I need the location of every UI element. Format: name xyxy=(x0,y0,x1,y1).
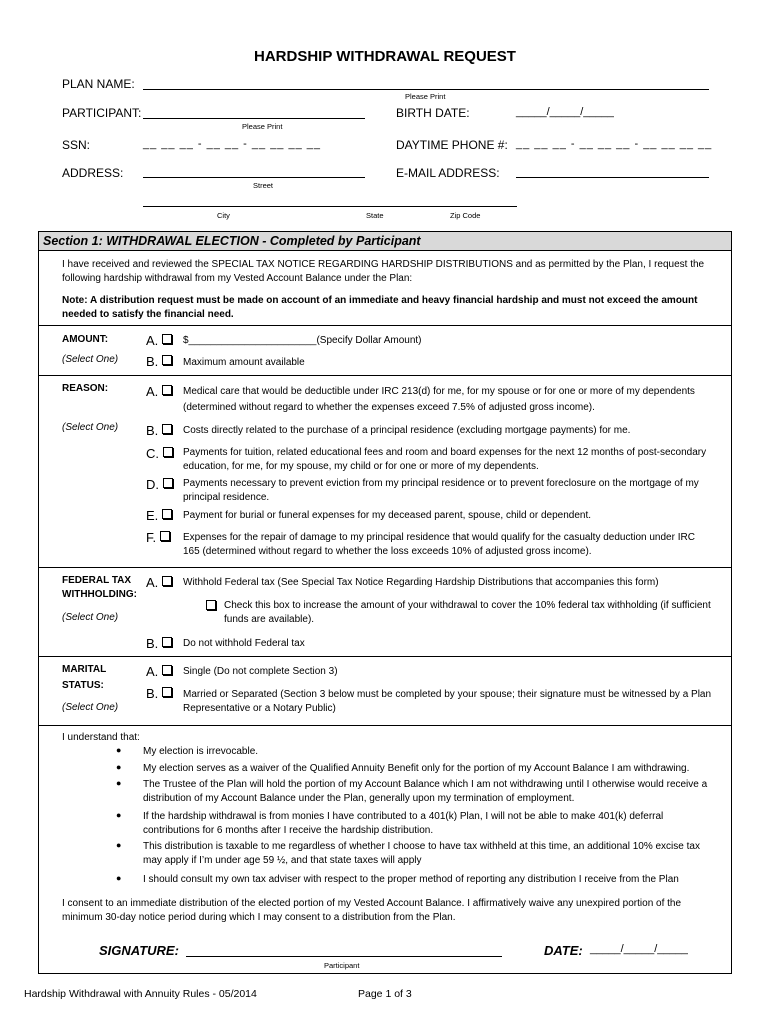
phone-field[interactable]: __ __ __ - __ __ __ - __ __ __ __ xyxy=(516,138,713,150)
ssn-label: SSN: xyxy=(62,138,91,152)
marital-a-letter: A. xyxy=(146,664,159,679)
page-number: Page 1 of 3 xyxy=(358,988,412,1000)
list-item: This distribution is taxable to me regardless of whether I choose to have tax withheld at this time, an additional 10% excise tax may apply if I’m under age 59 ½, and that state taxes will apply xyxy=(143,841,700,866)
checkbox[interactable] xyxy=(160,531,170,541)
bullet-icon: ● xyxy=(116,778,122,788)
checkbox[interactable] xyxy=(162,509,172,519)
amount-b-letter: B. xyxy=(146,354,159,369)
checkbox[interactable] xyxy=(162,665,172,675)
amount-option-a[interactable] xyxy=(146,333,172,348)
bullet-icon: ● xyxy=(116,840,122,850)
federal-tax-select-hint: (Select One) xyxy=(62,612,119,623)
divider xyxy=(38,325,731,326)
amount-option-b[interactable] xyxy=(146,354,172,369)
address-label: ADDRESS: xyxy=(62,166,124,180)
plan-name-caption: Please Print xyxy=(405,92,446,101)
amount-a-text: $_______________________(Specify Dollar Amount) xyxy=(183,335,422,346)
street-caption: Street xyxy=(253,181,274,190)
marital-b-text: Married or Separated (Section 3 below must be completed by your spouse; their signature must be witnessed by a Plan Representative or a Notary Public) xyxy=(183,689,712,714)
checkbox[interactable] xyxy=(162,424,172,434)
checkbox[interactable] xyxy=(162,576,172,586)
divider xyxy=(38,375,731,376)
understand-label: I understand that: xyxy=(62,732,140,743)
amount-label: AMOUNT: xyxy=(62,334,109,345)
marital-option-a[interactable] xyxy=(146,664,172,679)
email-label: E-MAIL ADDRESS: xyxy=(396,166,500,180)
divider xyxy=(38,656,731,657)
increase-withdrawal-text: Check this box to increase the amount of your withdrawal to cover the 10% federal tax withholding (if sufficient funds are available). xyxy=(224,600,711,625)
divider xyxy=(38,567,731,568)
reason-b-letter: B. xyxy=(146,423,159,438)
participant-field[interactable] xyxy=(143,118,365,119)
reason-f-letter: F. xyxy=(146,530,157,545)
ssn-field[interactable]: __ __ __ - __ __ - __ __ __ __ xyxy=(143,138,322,150)
federal-tax-b-letter: B. xyxy=(146,636,159,651)
street-field[interactable] xyxy=(143,177,365,178)
city-caption: City xyxy=(217,211,230,220)
federal-tax-a-text: Withhold Federal tax (See Special Tax Notice Regarding Hardship Distributions that accompanies this form) xyxy=(183,577,659,588)
form-title: HARDSHIP WITHDRAWAL REQUEST xyxy=(254,48,516,65)
federal-tax-label-1: FEDERAL TAX xyxy=(62,575,132,586)
footer-form-id: Hardship Withdrawal with Annuity Rules - 05/2014 xyxy=(24,988,257,1000)
city-state-zip-field[interactable] xyxy=(143,206,517,207)
federal-tax-b-text: Do not withhold Federal tax xyxy=(183,638,305,649)
reason-d-letter: D. xyxy=(146,477,159,492)
marital-b-letter: B. xyxy=(146,686,159,701)
checkbox[interactable] xyxy=(163,478,173,488)
participant-label: PARTICIPANT: xyxy=(62,106,142,120)
reason-d-text: Payments necessary to prevent eviction from my principal residence or to prevent foreclosure on the mortgage of my principal residence. xyxy=(183,478,699,503)
list-item: The Trustee of the Plan will hold the portion of my Account Balance which I am not withdrawing until I otherwise would receive a distribution of my Account Balance under the Plan, generally upon my termination of employment. xyxy=(143,779,708,804)
birth-date-field[interactable]: _____/_____/_____ xyxy=(516,106,614,118)
signature-field[interactable] xyxy=(186,956,502,957)
reason-option-a[interactable] xyxy=(146,384,172,399)
consent-text: I consent to an immediate distribution of the elected portion of my Vested Account Balance. I affirmatively waive any unexpired portion of the minimum 30-day notice period during which I may consent to a distribution from the Plan. xyxy=(62,898,682,923)
signature-caption: Participant xyxy=(324,961,360,970)
amount-b-text: Maximum amount available xyxy=(183,357,305,368)
marital-label-2: STATUS: xyxy=(62,680,104,691)
reason-e-text: Payment for burial or funeral expenses for my deceased parent, spouse, child or dependent. xyxy=(183,510,592,521)
federal-tax-label-2: WITHHOLDING: xyxy=(62,589,137,600)
marital-label-1: MARITAL xyxy=(62,664,107,675)
checkbox[interactable] xyxy=(162,385,172,395)
state-caption: State xyxy=(366,211,384,220)
reason-option-f[interactable] xyxy=(146,530,170,545)
increase-withdrawal-option[interactable] xyxy=(202,598,216,616)
checkbox[interactable] xyxy=(162,355,172,365)
reason-select-hint: (Select One) xyxy=(62,422,119,433)
signature-label: SIGNATURE: xyxy=(99,943,179,958)
bullet-icon: ● xyxy=(116,810,122,820)
participant-caption: Please Print xyxy=(242,122,283,131)
zip-caption: Zip Code xyxy=(450,211,481,220)
amount-a-letter: A. xyxy=(146,333,159,348)
reason-c-text: Payments for tuition, related educational fees and room and board expenses for the next 12 months of post-secondary education, for me, for my spouse, my child or for one or more of my dependents. xyxy=(183,447,707,472)
list-item: If the hardship withdrawal is from monies I have contributed to a 401(k) Plan, I will not be able to make 401(k) deferral contributions for 6 months after I receive the hardship distribution. xyxy=(143,811,664,836)
email-field[interactable] xyxy=(516,177,709,178)
date-label: DATE: xyxy=(544,943,583,958)
checkbox[interactable] xyxy=(162,334,172,344)
reason-f-text: Expenses for the repair of damage to my principal residence that would qualify for the casualty deduction under IRC 165 (determined without regard to whether the loss exceeds 10% of adjusted gross income). xyxy=(183,532,695,557)
plan-name-label: PLAN NAME: xyxy=(62,77,135,91)
reason-a-text: Medical care that would be deductible under IRC 213(d) for me, for my spouse or for one or more of my dependents (determined without regard to whether the expenses exceed 7.5% of adjusted gross income). xyxy=(183,386,695,413)
phone-label: DAYTIME PHONE #: xyxy=(396,138,508,152)
reason-e-letter: E. xyxy=(146,508,159,523)
marital-a-text: Single (Do not complete Section 3) xyxy=(183,666,338,677)
federal-tax-a-letter: A. xyxy=(146,575,159,590)
section1-heading-text: Section 1: WITHDRAWAL ELECTION - Completed by Participant xyxy=(43,234,421,248)
checkbox[interactable] xyxy=(206,600,216,610)
marital-select-hint: (Select One) xyxy=(62,702,119,713)
list-item: I should consult my own tax adviser with respect to the proper method of reporting any distribution I receive from the Plan xyxy=(143,874,679,885)
date-field[interactable]: _____/_____/_____ xyxy=(590,943,688,955)
amount-select-hint: (Select One) xyxy=(62,354,119,365)
federal-tax-option-a[interactable] xyxy=(146,575,172,590)
checkbox[interactable] xyxy=(162,687,172,697)
intro-text: I have received and reviewed the SPECIAL TAX NOTICE REGARDING HARDSHIP DISTRIBUTIONS and as permitted by the Plan, I request the following hardship withdrawal from my Vested Account Balance under the Plan: xyxy=(62,259,705,284)
reason-label: REASON: xyxy=(62,383,109,394)
plan-name-field[interactable] xyxy=(143,89,709,90)
reason-option-e[interactable] xyxy=(146,508,172,523)
list-item: My election serves as a waiver of the Qualified Annuity Benefit only for the portion of my Account Balance I am withdrawing. xyxy=(143,763,690,774)
marital-option-b[interactable] xyxy=(146,686,172,701)
section1-heading xyxy=(38,231,732,251)
reason-option-d[interactable] xyxy=(146,477,173,492)
reason-a-letter: A. xyxy=(146,384,159,399)
divider xyxy=(38,725,731,726)
reason-option-c[interactable] xyxy=(146,446,173,461)
birth-date-label: BIRTH DATE: xyxy=(396,106,470,120)
checkbox[interactable] xyxy=(162,637,172,647)
reason-option-b[interactable] xyxy=(146,423,172,438)
bullet-icon: ● xyxy=(116,762,122,772)
note-text: Note: A distribution request must be made on account of an immediate and heavy financial hardship and must not exceed the amount needed to satisfy the financial need. xyxy=(62,295,698,320)
reason-b-text: Costs directly related to the purchase of a principal residence (excluding mortgage payments) for me. xyxy=(183,425,631,436)
bullet-icon: ● xyxy=(116,745,122,755)
federal-tax-option-b[interactable] xyxy=(146,636,172,651)
checkbox[interactable] xyxy=(163,447,173,457)
list-item: My election is irrevocable. xyxy=(143,746,259,757)
bullet-icon: ● xyxy=(116,873,122,883)
reason-c-letter: C. xyxy=(146,446,159,461)
